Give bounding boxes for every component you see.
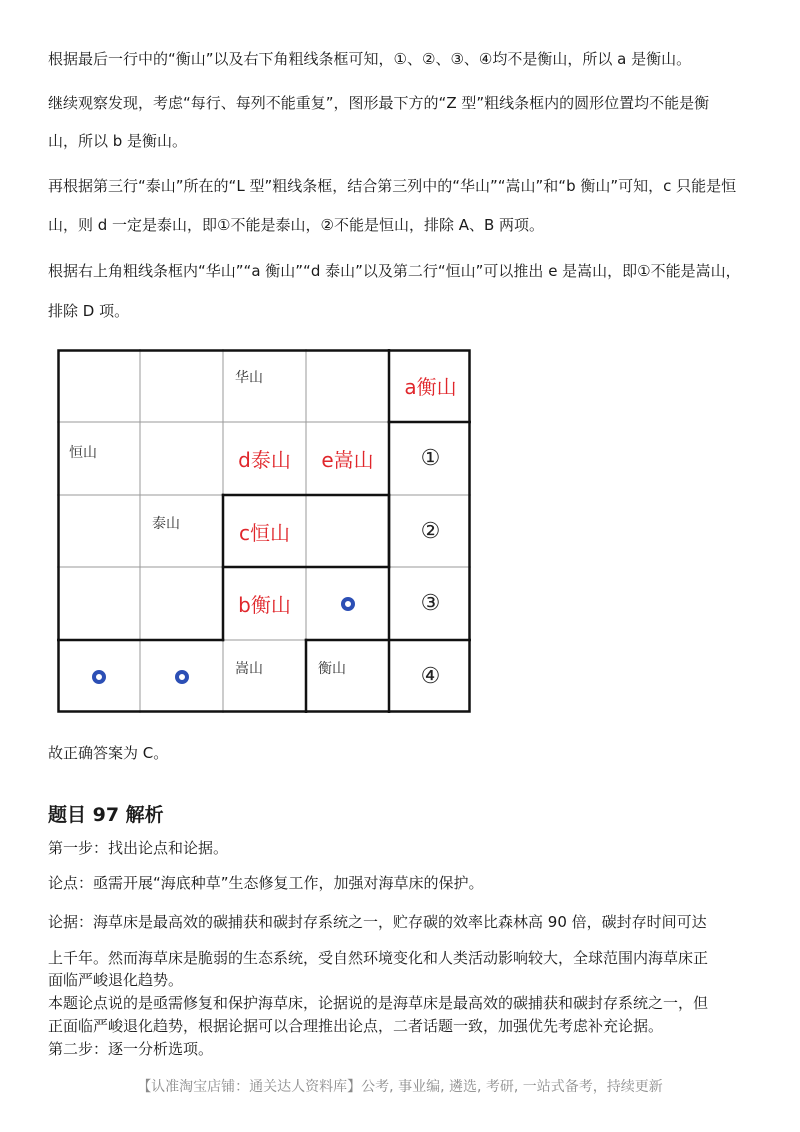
grid-cell bbox=[306, 495, 389, 567]
paragraph: 再根据第三行“泰山”所在的“L 型”粗线条框，结合第三列中的“华山”“嵩山”和“b 衡山”可知，c 只能是恒 bbox=[48, 177, 737, 195]
mountain-label: 嵩山 bbox=[235, 661, 263, 677]
grid-cell bbox=[140, 567, 223, 640]
paragraph: 排除 D 项。 bbox=[48, 302, 130, 320]
circle-icon bbox=[92, 670, 106, 684]
grid-cell bbox=[57, 495, 140, 567]
section-line: 论点：亟需开展“海底种草”生态修复工作，加强对海草床的保护。 bbox=[48, 874, 484, 892]
grid-cell bbox=[57, 567, 140, 640]
paragraph: 山，则 d 一定是泰山，即①不能是泰山，②不能是恒山，排除 A、B 两项。 bbox=[48, 216, 545, 234]
answer-label: e嵩山 bbox=[321, 448, 374, 472]
position-marker: ② bbox=[420, 518, 441, 544]
circle-icon bbox=[175, 670, 189, 684]
section-line: 本题论点说的是亟需修复和保护海草床，论据说的是海草床是最高效的碳捕获和碳封存系统之一，但 bbox=[48, 994, 709, 1012]
answer-label: d泰山 bbox=[238, 448, 291, 472]
conclusion: 故正确答案为 C。 bbox=[48, 744, 169, 762]
section-line: 第一步：找出论点和论据。 bbox=[48, 839, 229, 857]
section-line: 面临严峻退化趋势。 bbox=[48, 971, 184, 989]
grid-cell bbox=[306, 567, 389, 640]
grid-cell bbox=[389, 349, 472, 422]
grid-cell bbox=[223, 567, 306, 640]
grid-cell bbox=[306, 640, 389, 713]
grid-cell bbox=[57, 640, 140, 713]
answer-label: a衡山 bbox=[404, 375, 457, 399]
section-line: 正面临严峻退化趋势，根据论据可以合理推出论点，二者话题一致，加强优先考虑补充论据。 bbox=[48, 1017, 664, 1035]
grid-cell bbox=[389, 495, 472, 567]
grid-cell bbox=[389, 640, 472, 713]
position-marker: ① bbox=[420, 446, 441, 471]
grid-cell bbox=[223, 640, 306, 713]
grid-cell bbox=[389, 422, 472, 495]
grid-cell bbox=[140, 495, 223, 567]
grid-cell bbox=[140, 422, 223, 495]
grid-cell bbox=[140, 349, 223, 422]
grid-cell bbox=[57, 349, 140, 422]
circle-icon bbox=[341, 597, 355, 611]
footer-watermark: 【认准淘宝店铺：通关达人资料库】公考, 事业编, 遴选, 考研, 一站式备考，持续更新 bbox=[137, 1079, 663, 1095]
paragraph: 山，所以 b 是衡山。 bbox=[48, 132, 188, 150]
puzzle-grid bbox=[57, 349, 471, 713]
mountain-label: 华山 bbox=[235, 370, 263, 386]
mountain-label: 衡山 bbox=[318, 661, 346, 677]
section-line: 第二步：逐一分析选项。 bbox=[48, 1040, 214, 1058]
mountain-label: 恒山 bbox=[69, 445, 97, 461]
grid-cell bbox=[306, 349, 389, 422]
grid-cell bbox=[223, 349, 306, 422]
section-line: 论据：海草床是最高效的碳捕获和碳封存系统之一，贮存碳的效率比森林高 90 倍，碳封存时间可达 bbox=[48, 913, 707, 931]
grid-cell bbox=[223, 422, 306, 495]
position-marker: ③ bbox=[420, 591, 441, 616]
grid-cell bbox=[140, 640, 223, 713]
paragraph: 根据最后一行中的“衡山”以及右下角粗线条框可知，①、②、③、④均不是衡山，所以 a 是衡山。 bbox=[48, 50, 692, 68]
mountain-label: 泰山 bbox=[152, 516, 180, 532]
grid-cell bbox=[57, 422, 140, 495]
grid-cell bbox=[389, 567, 472, 640]
position-marker: ④ bbox=[420, 664, 441, 689]
grid-cell bbox=[306, 422, 389, 495]
section-title: 题目 97 解析 bbox=[48, 804, 164, 826]
paragraph: 继续观察发现，考虑“每行、每列不能重复”，图形最下方的“Z 型”粗线条框内的圆形位置均不能是衡 bbox=[48, 94, 710, 112]
answer-label: c恒山 bbox=[239, 520, 290, 545]
grid-cell bbox=[223, 495, 306, 567]
section-line: 上千年。然而海草床是脆弱的生态系统，受自然环境变化和人类活动影响较大，全球范围内海草床正 bbox=[48, 949, 709, 967]
paragraph: 根据右上角粗线条框内“华山”“a 衡山”“d 泰山”以及第二行“恒山”可以推出 e 是嵩山，即①不能是嵩山， bbox=[48, 262, 741, 280]
answer-label: b衡山 bbox=[238, 593, 291, 617]
